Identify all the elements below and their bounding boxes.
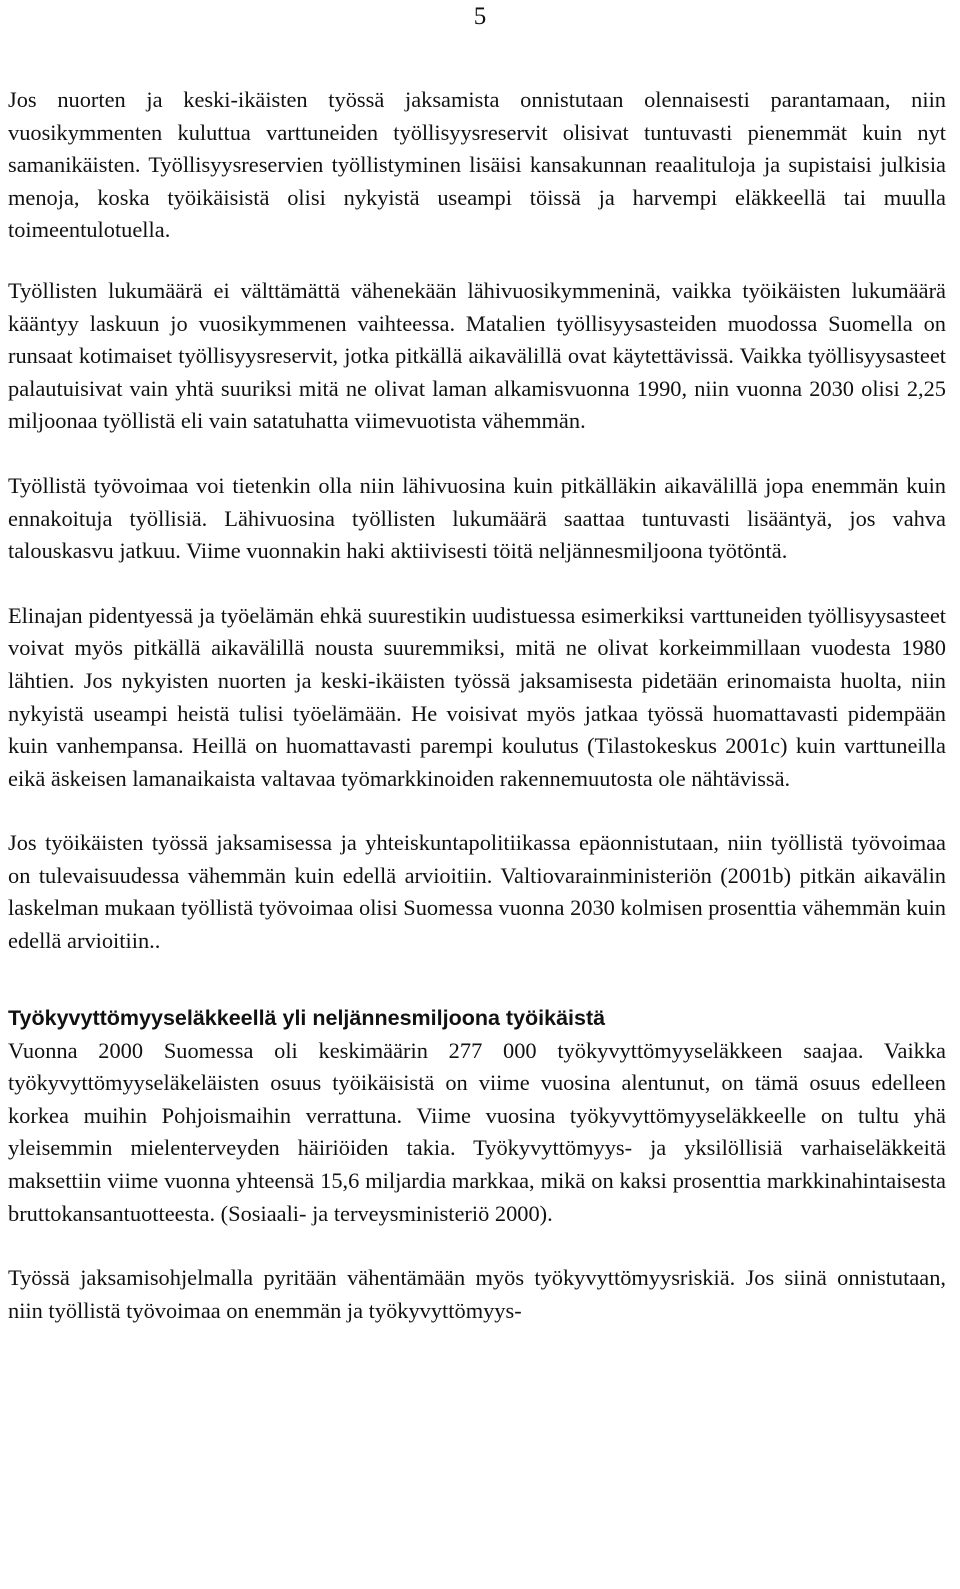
paragraph-4: Elinajan pidentyessä ja työelämän ehkä suurestikin uudistuessa esimerkiksi varttuneiden työllisyysasteet voivat myös pitkällä aikavälillä nousta suuremmiksi, mitä ne olivat korkeimmillaan vuodesta 1980 lähtien. Jos nykyisten nuorten ja keski-ikäisten työssä jaksamisesta pidetään erinomaista huolta, niin nykyistä useampi heistä tulisi työelämään. He voisivat myös jatkaa työssä huomattavasti pidempään kuin vanhempansa. Heillä on huomattavasti parempi koulutus (Tilastokeskus 2001c) kuin varttuneilla eikä äskeisen lamanaikaista valtavaa työmarkkinoiden rakennemuutosta ole nähtävissä. [8,602,946,791]
paragraph-7: Työssä jaksamisohjelmalla pyritään vähentämään myös työkyvyttömyysriskiä. Jos siinä onnistutaan, niin työllistä työvoimaa on enemmän ja työkyvyttömyys- [8,1265,946,1323]
section-heading: Työkyvyttömyyseläkkeellä yli neljännesmiljoona työikäistä [8,1005,606,1030]
paragraph-2: Työllisten lukumäärä ei välttämättä vähenekään lähivuosikymmeninä, vaikka työikäisten lukumäärä kääntyy laskuun jo vuosikymmenen vaihteessa. Matalien työllisyysasteiden muodossa Suomella on runsaat kotimaiset työllisyysreservit, jotka pitkällä aikavälillä ovat käytettävissä. Vaikka työllisyysasteet palautuisivat vain yhtä suuriksi mitä ne olivat laman alkamisvuonna 1990, niin vuonna 2030 olisi 2,25 miljoonaa työllistä eli vain satatuhatta viimevuotista vähemmän. [8,277,946,434]
paragraph-5: Jos työikäisten työssä jaksamisessa ja yhteiskuntapolitiikassa epäonnistutaan, niin työllistä työvoimaa on tulevaisuudessa vähemmän kuin edellä arvioitiin. Valtiovarainministeriön (2001b) pitkän aikavälin laskelman mukaan työllistä työvoimaa olisi Suomessa vuonna 2030 kolmisen prosenttia vähemmän kuin edellä arvioitiin.. [8,830,946,954]
paragraph-3: Työllistä työvoimaa voi tietenkin olla niin lähivuosina kuin pitkälläkin aikavälillä jopa enemmän kuin ennakoituja työllisiä. Lähivuosina työllisten lukumäärä saattaa tuntuvasti lisääntyä, jos vahva talouskasvu jatkuu. Viime vuonnakin haki aktiivisesti töitä neljännesmiljoona työtöntä. [8,472,946,564]
paragraph-6: Vuonna 2000 Suomessa oli keskimäärin 277 000 työkyvyttömyyseläkkeen saajaa. Vaikka työkyvyttömyyseläkeläisten osuus työikäisistä on viime vuosina alentunut, on tämä osuus edelleen korkea muihin Pohjoismaihin verrattuna. Viime vuosina työkyvyttömyyseläkkeelle on tultu yhä yleisemmin mielenterveyden häiriöiden takia. Työkyvyttömyys- ja yksilöllisiä varhaiseläkkeitä maksettiin viime vuonna yhteensä 15,6 miljardia markkaa, mikä on kaksi prosenttia markkinahintaisesta bruttokansantuotteesta. (Sosiaali- ja terveysministeriö 2000). [8,1037,946,1226]
page-number: 5 [473,3,487,30]
paragraph-1: Jos nuorten ja keski-ikäisten työssä jaksamista onnistutaan olennaisesti parantamaan, niin vuosikymmenten kuluttua varttuneiden työllisyysreservit olisivat tuntuvasti pienemmät kuin nyt samanikäisten. Työllisyysreservien työllistyminen lisäisi kansakunnan reaalituloja ja supistaisi julkisia menoja, koska työikäisistä olisi nykyistä useampi töissä ja harvempi eläkkeellä tai muulla toimeentulotuella. [8,87,946,243]
document-body [8,84,946,1327]
